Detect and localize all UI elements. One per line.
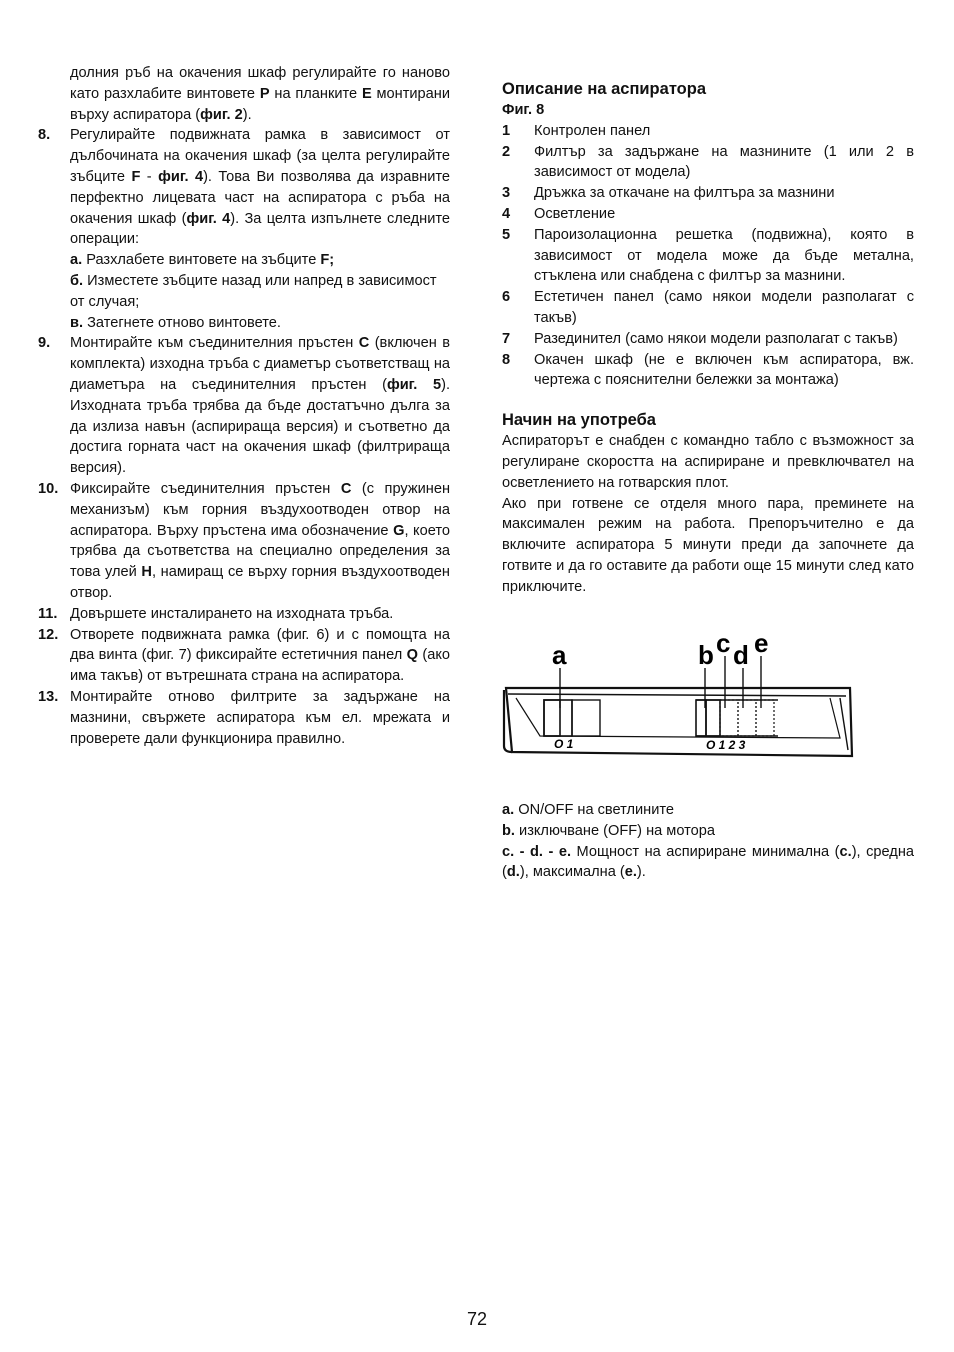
right-column [502, 78, 914, 598]
part-item: 3 Дръжка за откачане на филтъра за мазнини [502, 185, 835, 202]
legend-item: c. - d. - e. Мощност на аспириране минимална (c.), средна (d.), максимална (e.). [502, 843, 914, 881]
figure-label-b: b [698, 640, 714, 670]
step-11: 11. Довършете инсталирането на изходната тръба. [38, 605, 394, 622]
part-item: 4 Осветление [502, 205, 616, 222]
section-title-usage: Начин на употреба [502, 411, 656, 430]
legend-item: b. изключване (OFF) на мотора [502, 822, 715, 839]
speed-2-button [720, 700, 738, 736]
motor-scale: O 1 2 3 [706, 738, 746, 752]
figure-label-e: e [754, 628, 769, 658]
light-scale: O 1 [554, 737, 574, 751]
left-column [38, 63, 450, 749]
figure-label-a: a [552, 640, 567, 670]
step-12: 12. Отворете подвижната рамка (фиг. 6) и с помощта на два винта (фиг. 7) фиксирайте естетичния панел Q (ако има такъв) от вътрешната страна на аспиратора. [38, 626, 450, 685]
page-number: 72 [466, 1309, 488, 1329]
figure-label-d: d [733, 640, 749, 670]
light-switch-frame [544, 700, 572, 736]
figure-reference: Фиг. 8 [502, 102, 545, 118]
speed-3-button [738, 700, 756, 736]
figure-label-c: c [716, 628, 731, 658]
step-8-sub-a: а. Разхлабете винтовете на зъбците F; [70, 252, 335, 269]
step-13: 13. Монтирайте отново филтрите за задържане на мазнини, свържете аспиратора към ел. мрежата и проверете дали функционира правилно. [38, 688, 450, 747]
step-8-sub-c: в. Затегнете отново винтовете. [70, 314, 281, 331]
control-panel-figure [500, 628, 856, 764]
part-item: 2 Филтър за задържане на мазнините (1 или 2 в зависимост от модела) [502, 143, 914, 181]
part-item: 7 Разединител (само някои модели разполагат с такъв) [502, 330, 898, 347]
part-item: 5 Пароизолационна решетка (подвижна), която в зависимост от модела може да бъде метална, стъклена или снабдена с филтър за мазнини. [502, 226, 914, 285]
step-9: 9. Монтирайте към съединителния пръстен C (включен в комплекта) изходна тръба с диаметър съответстващ на диаметъра на съединителния пръстен (фиг. 5). Изходната тръба трябва да бъде достатъчно дълга за да излиза навън (аспирираща версия) и съответно да достига горната част на окачения шкаф (филтрираща версия). [38, 335, 450, 477]
step-10: 10. Фиксирайте съединителния пръстен C (с пружинен механизъм) към горния въздухоотводен отвор на аспиратора. Върху пръстена има обозначение G, което трябва да съответства на специално определения за това улей H, намиращ се върху горния въздухоотводен отвор. [38, 480, 451, 601]
usage-paragraph-2: Ако при готвене се отделя много пара, преминете на максимален режим на работа. Препоръчително е да включите аспиратора 5 минути преди да започнете да готвите и да го оставите да работи още 15 минути след като приключите. [502, 495, 914, 595]
part-item: 8 Окачен шкаф (не е включен към аспиратора, вж. чертежа с пояснителни бележки за монтажа) [502, 351, 914, 389]
section-title-description: Описание на аспиратора [502, 80, 707, 98]
step-8-sub-b: б. Изместете зъбците назад или напред в зависимост от случая; [70, 272, 437, 310]
light-switch-rocker [544, 700, 560, 736]
figure-legend [502, 800, 914, 883]
step-8: 8. Регулирайте подвижната рамка в зависимост от дълбочината на окачения шкаф (за целта регулирайте зъбците F - фиг. 4). Това Ви позволява да изравните перфектно лицевата част на аспиратора с ръба на окачения шкаф (фиг. 4). За целта изпълнете следните операции: [38, 127, 450, 248]
legend-item: a. ON/OFF на светлините [502, 802, 675, 818]
usage-paragraph-1: Аспираторът е снабден с командно табло с възможност за регулиране скоростта на аспириране и превключвател на осветлението на готварския плот. [502, 433, 914, 491]
part-item: 6 Естетичен панел (само някои модели разполагат с такъв) [502, 289, 914, 326]
intro-paragraph: долния ръб на окачения шкаф регулирайте го наново като разхлабите винтовете P на планките E монтирани върху аспиратора (фиг. 2). [70, 65, 450, 123]
part-item: 1 Контролен панел [502, 122, 651, 139]
speed-1-button [706, 700, 720, 736]
